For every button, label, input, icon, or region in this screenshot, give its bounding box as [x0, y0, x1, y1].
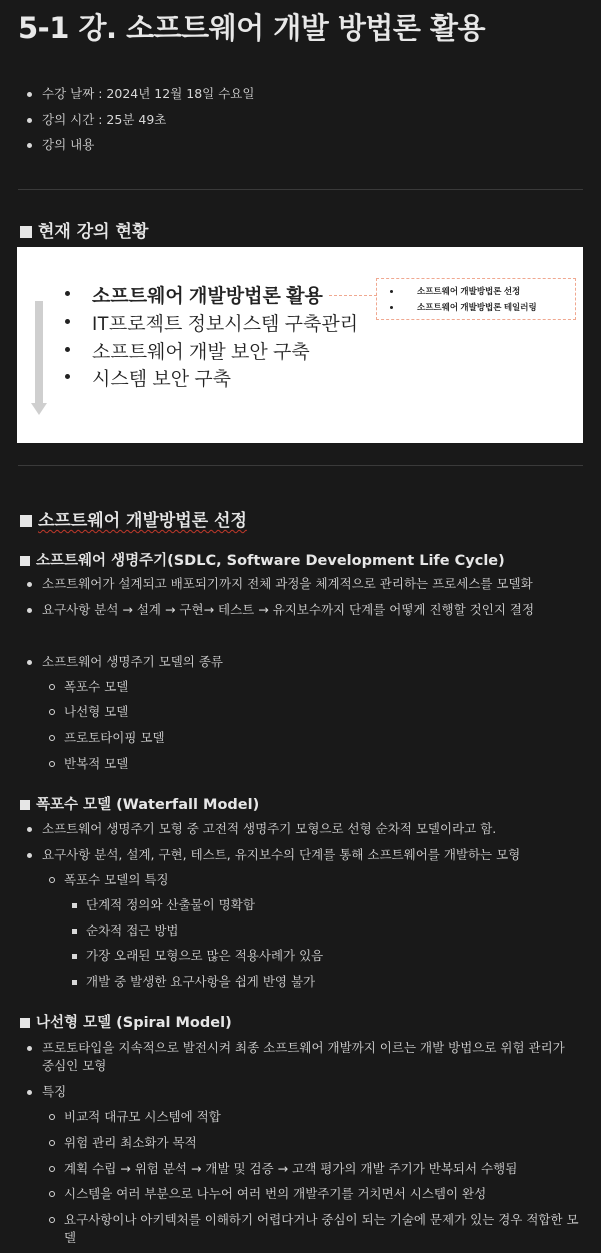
divider: [18, 189, 583, 190]
callout-item: 소프트웨어 개발방법론 선정: [417, 286, 521, 296]
square-icon: [20, 1018, 30, 1028]
spiral-heading-text: 나선형 모델 (Spiral Model): [36, 1015, 232, 1031]
square-icon: [20, 556, 30, 566]
divider: [18, 465, 583, 466]
list-item: 프로토타입을 지속적으로 발전시켜 최종 소프트웨어 개발까지 이르는 개발 방법으로 위험 관리가 중심인 모형: [42, 1039, 577, 1075]
meta-date: 수강 날짜 : 2024년 12월 18일 수요일: [42, 86, 255, 101]
callout-connector: [329, 295, 377, 296]
list-item: 소프트웨어 생명주기 모델의 종류: [42, 654, 223, 669]
down-arrow-head-icon: [31, 403, 47, 415]
square-icon: [20, 800, 30, 810]
list-item: 소프트웨어가 설계되고 배포되기까지 전체 과정을 체계적으로 관리하는 프로세스를 모델화: [42, 576, 533, 591]
list-item: 반복적 모델: [64, 756, 129, 771]
callout-item: 소프트웨어 개발방법론 테일러링: [417, 302, 537, 312]
sdlc-heading: [20, 549, 505, 570]
list-item: 단계적 정의와 산출물이 명확함: [86, 897, 255, 912]
list-item: 특징: [42, 1084, 67, 1099]
waterfall-heading-text: 폭포수 모델 (Waterfall Model): [36, 797, 260, 813]
panel-item: 시스템 보안 구축: [92, 364, 231, 391]
list-item: 나선형 모델: [64, 704, 129, 719]
meta-content: 강의 내용: [42, 137, 95, 152]
panel-item: 소프트웨어 개발방법론 활용: [92, 281, 323, 308]
list-item: 시스템을 여러 부분으로 나누어 여러 번의 개발주기를 거치면서 시스템이 완성: [64, 1186, 487, 1201]
list-item: 폭포수 모델: [64, 679, 129, 694]
spiral-heading: [20, 1011, 232, 1032]
section-heading-text: 소프트웨어 개발방법론 선정: [38, 511, 247, 531]
list-item: 요구사항 분석, 설계, 구현, 테스트, 유지보수의 단계를 통해 소프트웨어를 개발하는 모형: [42, 847, 521, 862]
list-item: 요구사항이나 아키텍처를 이해하기 어렵다거나 중심이 되는 기술에 문제가 있는 경우 적합한 모델: [64, 1211, 582, 1247]
current-lecture-image: [17, 247, 583, 443]
list-item: 순차적 접근 방법: [86, 923, 179, 938]
list-item: 요구사항 분석 → 설계 → 구현→ 테스트 → 유지보수까지 단계를 어떻게 진행할 것인지 결정: [42, 602, 535, 617]
meta-duration: 강의 시간 : 25분 49초: [42, 112, 167, 127]
current-heading-text: 현재 강의 현황: [38, 222, 149, 242]
current-heading: [20, 217, 148, 242]
list-item: 폭포수 모델의 특징: [64, 872, 169, 887]
list-item: 비교적 대규모 시스템에 적합: [64, 1109, 221, 1124]
section-heading: [20, 506, 247, 531]
list-item: 개발 중 발생한 요구사항을 쉽게 반영 불가: [86, 974, 316, 989]
square-icon: [20, 515, 32, 527]
square-icon: [20, 226, 32, 238]
list-item: 프로토타이핑 모델: [64, 730, 165, 745]
list-item: 계획 수립 → 위험 분석 → 개발 및 검증 → 고객 평가의 개발 주기가 반복되서 수행됨: [64, 1161, 518, 1176]
panel-item: 소프트웨어 개발 보안 구축: [92, 337, 310, 364]
list-item: 위험 관리 최소화가 목적: [64, 1135, 197, 1150]
list-item: 가장 오래된 모형으로 많은 적용사례가 있음: [86, 948, 324, 963]
callout-box: [376, 278, 576, 320]
panel-item: IT프로젝트 정보시스템 구축관리: [92, 309, 358, 336]
page-title: 5-1 강. 소프트웨어 개발 방법론 활용: [18, 11, 486, 45]
sdlc-heading-text: 소프트웨어 생명주기(SDLC, Software Development Life Cycle): [36, 553, 505, 569]
waterfall-heading: [20, 793, 259, 814]
down-arrow-icon: [35, 301, 43, 405]
list-item: 소프트웨어 생명주기 모형 중 고전적 생명주기 모형으로 선형 순차적 모델이라고 함.: [42, 821, 497, 836]
